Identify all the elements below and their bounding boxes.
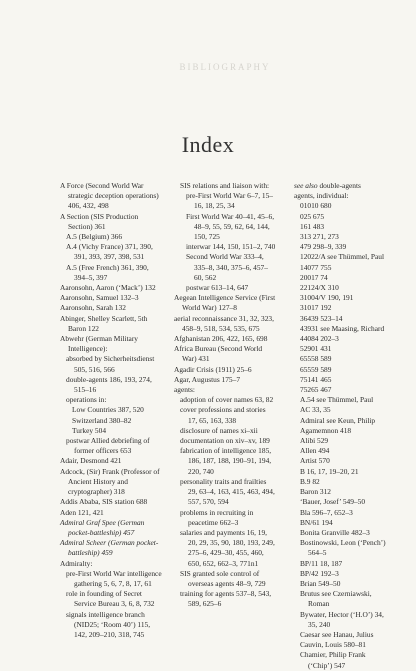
index-entry-text: AC 33, 35 <box>300 405 331 415</box>
index-entry <box>60 242 162 262</box>
index-entry <box>288 405 390 415</box>
index-entry <box>60 518 162 538</box>
index-entry-text: double-agents <box>319 181 361 190</box>
index-entry-text: B 16, 17, 19–20, 21 <box>300 466 359 476</box>
index-entry <box>60 334 162 354</box>
index-entry <box>60 293 162 303</box>
index-entry-text: Africa Bureau (Second World War) 431 <box>174 344 263 364</box>
index-entry <box>60 508 162 518</box>
index-entry <box>60 263 162 283</box>
index-entry <box>60 610 162 641</box>
index-entry-text: Agar, Augustus 175–7 <box>174 374 241 384</box>
running-header: BIBLIOGRAPHY <box>179 62 271 72</box>
index-entry <box>174 426 276 436</box>
index-entry-text: fabrication of intelligence 185, 186, 187, 188, 190–91, 194, 220, 740 <box>180 446 272 476</box>
index-entry-text: Turkey 504 <box>72 425 107 435</box>
index-entry <box>288 630 390 640</box>
index-entry <box>288 508 390 518</box>
index-entry <box>288 395 390 405</box>
index-entry <box>288 181 390 191</box>
index-entry <box>288 436 390 446</box>
index-entry <box>288 446 390 456</box>
index-entry-text: Admiral see Keun, Philip <box>300 415 376 425</box>
index-entry <box>174 405 276 425</box>
index-entry-text: Artist 570 <box>300 456 330 466</box>
index-entry-text: personality traits and frailties 29, 63–4, 163, 415, 463, 494, 557, 570, 594 <box>180 476 275 507</box>
index-entry-text: 025 675 <box>300 211 325 221</box>
index-entry <box>60 395 162 405</box>
index-entry <box>288 569 390 579</box>
index-entry <box>174 181 276 191</box>
index-entry <box>288 579 390 589</box>
index-entry-text: Admiralty: <box>60 558 93 568</box>
index-entry-text: Caesar see Hanau, Julius <box>300 629 374 639</box>
index-entry-text: B.9 82 <box>300 476 320 486</box>
index-entry-text: BP/11 18, 187 <box>300 558 343 568</box>
index-entry-text: problems in recruiting in peacetime 662–3 <box>180 507 254 527</box>
index-entry-text: 14077 755 <box>300 262 332 272</box>
index-entry-text: Switzerland 380–82 <box>72 415 132 425</box>
index-entry-text: signals intelligence branch (NID25; ‘Room 40’) 115, 142, 209–210, 318, 745 <box>66 609 151 639</box>
index-entry <box>174 212 276 243</box>
index-entry-text: salaries and payments 16, 19, 20, 29, 35, 90, 180, 193, 249, 275–6, 429–30, 455, 460, 650, 652, 662–3, 771n1 <box>180 527 275 568</box>
index-entry <box>288 344 390 354</box>
index-entry-text: 75265 467 <box>300 385 332 395</box>
index-entry-text: postwar 613–14, 647 <box>186 283 249 293</box>
index-entry <box>60 232 162 242</box>
index-entry <box>60 314 162 334</box>
index-entry <box>288 487 390 497</box>
index-entry-text: 20017 74 <box>300 272 328 282</box>
index-entry-text: BN/61 194 <box>300 517 333 527</box>
index-entry-text: BP/42 192–3 <box>300 568 339 578</box>
index-entry-text: Chamier, Philip Frank (‘Chip’) 547 <box>300 650 366 670</box>
index-entry <box>288 324 390 334</box>
index-entry <box>60 283 162 293</box>
index-entry <box>288 212 390 222</box>
index-entry-text: A.4 (Vichy France) 371, 390, 391, 393, 397, 398, 531 <box>66 242 153 262</box>
index-entry-text: 65559 589 <box>300 364 332 374</box>
index-column-2 <box>174 181 276 671</box>
index-entry <box>60 375 162 395</box>
index-entry-text: 161 483 <box>300 221 325 231</box>
index-entry <box>174 365 276 375</box>
index-entry <box>288 528 390 538</box>
index-entry-text: Aden 121, 421 <box>60 507 104 517</box>
index-entry-text: Afghanistan 206, 422, 165, 698 <box>174 334 268 344</box>
index-entry-text: 479 298–9, 339 <box>300 242 347 252</box>
index-entry <box>288 354 390 364</box>
index-entry <box>174 252 276 283</box>
index-entry <box>288 365 390 375</box>
index-entry-text: Addis Ababa, SIS station 688 <box>60 497 148 507</box>
index-entry <box>60 212 162 232</box>
index-entry-text: agents: <box>174 385 195 395</box>
index-entry <box>174 334 276 344</box>
index-entry <box>288 222 390 232</box>
index-entry <box>288 477 390 487</box>
index-entry-text: Allen 494 <box>300 446 330 456</box>
index-entry <box>288 334 390 344</box>
index-entry <box>60 456 162 466</box>
index-entry <box>60 569 162 589</box>
index-entry-text: ‘Bauer, Josef’ 549–50 <box>300 497 366 507</box>
index-entry <box>60 559 162 569</box>
index-entry <box>174 191 276 211</box>
index-entry-text: 313 271, 273 <box>300 232 339 242</box>
index-entry <box>288 385 390 395</box>
index-entry-text: Cauvin, Louis 580–81 <box>300 640 366 650</box>
index-entry <box>288 201 390 211</box>
index-entry-text: Aaronsohn, Samuel 132–3 <box>60 293 139 303</box>
index-entry-text: A.54 see Thümmel, Paul <box>300 395 374 405</box>
index-entry-text: 31004/V 190, 191 <box>300 293 354 303</box>
index-entry <box>288 518 390 528</box>
index-column-3 <box>288 181 390 671</box>
index-entry <box>288 273 390 283</box>
index-entry <box>174 283 276 293</box>
index-entry <box>288 303 390 313</box>
index-entry-text: Abinger, Shelley Scarlett, 5th Baron 122 <box>60 313 148 333</box>
index-entry-text: Bostinowski, Leon (‘Pench’) 564–5 <box>300 538 386 558</box>
index-entry-text: documentation on xiv–xv, 189 <box>180 436 270 446</box>
index-entry-text: Admiral Scheer (German pocket-battleship) 459 <box>60 538 159 558</box>
index-entry-text: 12022/A see Thümmel, Paul <box>300 252 385 262</box>
index-column-1 <box>60 181 162 671</box>
index-entry-text: A.5 (Belgium) 366 <box>66 232 123 242</box>
index-entry-text: 36439 523–14 <box>300 313 343 323</box>
index-entry-text: 31017 192 <box>300 303 332 313</box>
index-entry <box>288 610 390 630</box>
index-entry-text: 52901 431 <box>300 344 332 354</box>
index-entry-text: Low Countries 387, 520 <box>72 405 144 415</box>
index-entry-text: pre-First World War 6–7, 15–16, 18, 25, 34 <box>186 191 274 211</box>
index-entry <box>60 538 162 558</box>
index-entry <box>174 344 276 364</box>
index-entry-text: A.5 (Free French) 361, 390, 394–5, 397 <box>66 262 149 282</box>
index-entry-text: 44084 202–3 <box>300 334 339 344</box>
index-entry-text: aerial reconnaissance 31, 32, 323, 458–9, 518, 534, 535, 675 <box>174 313 274 333</box>
index-entry <box>60 303 162 313</box>
index-entry <box>60 467 162 498</box>
index-entry <box>288 650 390 670</box>
index-entry <box>174 293 276 313</box>
index-entry-text: SIS granted sole control of overseas agents 48–9, 729 <box>180 568 266 588</box>
index-entry <box>288 232 390 242</box>
index-entry <box>174 375 276 385</box>
index-entry-text: A Section (SIS Production Section) 361 <box>60 211 139 231</box>
index-entry <box>60 497 162 507</box>
index-entry <box>174 385 276 395</box>
index-columns <box>60 181 390 671</box>
index-entry-text: Abwehr (German Military Intelligence): <box>60 334 138 354</box>
index-entry-text: A Force (Second World War strategic deception operations) 406, 432, 498 <box>60 181 159 211</box>
index-entry-text: operations in: <box>66 395 107 405</box>
index-entry <box>288 375 390 385</box>
index-entry-text: interwar 144, 150, 151–2, 740 <box>186 242 276 252</box>
index-entry <box>288 426 390 436</box>
index-entry <box>60 405 162 415</box>
index-entry-text: Brutus see Czerniawski, Roman <box>300 589 372 609</box>
index-entry-text: 65558 589 <box>300 354 332 364</box>
index-entry-text: Aegean Intelligence Service (First World War) 127–8 <box>174 293 276 313</box>
index-entry <box>60 354 162 374</box>
index-entry <box>174 446 276 477</box>
index-entry <box>288 242 390 252</box>
index-entry-text: Admiral Graf Spee (German pocket-battleship) 457 <box>60 517 145 537</box>
index-entry <box>174 314 276 334</box>
index-entry <box>288 293 390 303</box>
index-entry-text: 01010 680 <box>300 201 332 211</box>
index-entry <box>288 456 390 466</box>
index-entry <box>288 283 390 293</box>
index-entry <box>174 436 276 446</box>
index-entry <box>288 589 390 609</box>
index-entry-text: disclosure of names xi–xii <box>180 425 258 435</box>
index-entry <box>288 497 390 507</box>
see-also-label: see also <box>294 181 318 190</box>
index-entry-text: SIS relations and liaison with: <box>180 181 270 190</box>
index-entry-text: Brian 549–50 <box>300 578 341 588</box>
index-entry-text: training for agents 537–8, 543, 589, 625–6 <box>180 589 272 609</box>
index-entry-text: Alibi 529 <box>300 436 329 446</box>
index-entry-text: Agadir Crisis (1911) 25–6 <box>174 364 252 374</box>
index-entry-text: absorbed by Sicherheitsdienst 505, 516, 566 <box>66 354 155 374</box>
index-entry-text: Adair, Desmond 421 <box>60 456 122 466</box>
index-entry-text: role in founding of Secret Service Bureau 3, 6, 8, 732 <box>66 589 155 609</box>
index-entry <box>60 181 162 212</box>
index-entry-text: Bonita Granville 482–3 <box>300 527 370 537</box>
index-entry <box>288 191 390 201</box>
index-entry <box>288 538 390 558</box>
index-entry <box>288 263 390 273</box>
index-entry <box>288 252 390 262</box>
index-entry <box>60 416 162 426</box>
index-entry-text: 43931 see Maasing, Richard <box>300 323 385 333</box>
index-entry-text: agents, individual: <box>294 191 349 201</box>
index-entry-text: 75141 465 <box>300 374 332 384</box>
index-entry <box>174 528 276 569</box>
index-entry <box>174 569 276 589</box>
index-entry-text: adoption of cover names 63, 82 <box>180 395 274 405</box>
index-entry <box>174 395 276 405</box>
index-entry-text: Adcock, (Sir) Frank (Professor of Ancient History and cryptographer) 318 <box>60 466 160 497</box>
index-entry <box>174 589 276 609</box>
index-entry-text: Aaronsohn, Sarah 132 <box>60 303 126 313</box>
index-entry-text: double-agents 186, 193, 274, 515–16 <box>66 374 152 395</box>
index-entry-text: Bla 596–7, 652–3 <box>300 507 353 517</box>
index-entry-text: Bywater, Hector (‘H.O’) 34, 35, 240 <box>300 609 384 629</box>
index-entry-text: pre-First World War intelligence gathering 5, 6, 7, 8, 17, 61 <box>66 568 162 588</box>
index-entry <box>174 242 276 252</box>
index-entry-text: Second World War 333–4, 335–8, 340, 375–6, 457–60, 562 <box>186 252 268 282</box>
index-entry <box>288 640 390 650</box>
index-entry-text: First World War 40–41, 45–6, 48–9, 55, 59, 62, 64, 144, 150, 725 <box>186 211 275 242</box>
index-entry-text: Agamemnon 418 <box>300 425 352 435</box>
index-entry-text: postwar Allied debriefing of former officers 653 <box>66 436 150 456</box>
index-entry <box>174 508 276 528</box>
index-entry <box>174 477 276 508</box>
index-entry <box>288 314 390 324</box>
index-entry-text: Aaronsohn, Aaron (‘Mack’) 132 <box>60 283 156 293</box>
index-entry <box>288 559 390 569</box>
index-entry <box>60 426 162 436</box>
index-title: Index <box>181 132 235 157</box>
index-entry-text: Baron 312 <box>300 487 331 497</box>
index-entry-text: 22124/X 310 <box>300 283 339 293</box>
index-entry <box>60 436 162 456</box>
index-entry-text: cover professions and stories 17, 65, 163, 338 <box>180 405 266 425</box>
index-entry <box>288 467 390 477</box>
index-entry <box>288 416 390 426</box>
index-entry <box>60 589 162 609</box>
